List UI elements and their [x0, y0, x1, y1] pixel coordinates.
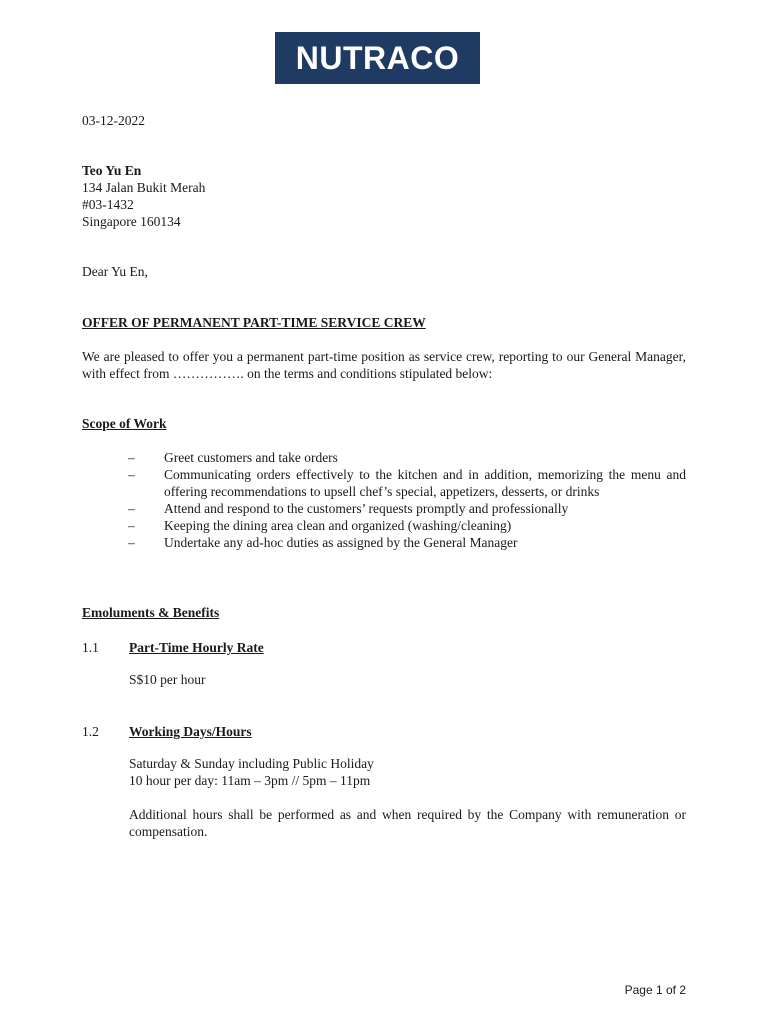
benefits-heading: Emoluments & Benefits — [82, 605, 220, 620]
scope-list — [128, 449, 686, 551]
recipient-name: Teo Yu En — [82, 163, 142, 178]
scope-item-text: Keeping the dining area clean and organized (washing/cleaning) — [164, 518, 512, 533]
dash-bullet: – — [128, 535, 135, 550]
salutation: Dear Yu En, — [82, 264, 148, 279]
scope-item-text: Communicating orders effectively to the kitchen and in addition, memorizing the menu and offering recommendations to upsell chef’s special, appetizers, desserts, or drinks — [164, 467, 686, 499]
intro-paragraph: We are pleased to offer you a permanent part-time position as service crew, reporting to our General Manager, with effect from ……………. on the terms and conditions stipulated below: — [82, 349, 686, 381]
scope-heading: Scope of Work — [82, 416, 167, 431]
dash-bullet: – — [128, 501, 135, 516]
dash-bullet: – — [128, 518, 135, 533]
subject-heading: OFFER OF PERMANENT PART-TIME SERVICE CREW — [82, 315, 426, 330]
dash-bullet: – — [128, 467, 135, 482]
page-number: Page 1 of 2 — [624, 983, 686, 997]
scope-item-text: Attend and respond to the customers’ requests promptly and professionally — [164, 501, 569, 516]
dash-bullet: – — [128, 450, 135, 465]
hourly-rate-heading: Part-Time Hourly Rate — [129, 640, 264, 655]
recipient-address-line2: #03-1432 — [82, 197, 134, 212]
scope-item-text: Undertake any ad-hoc duties as assigned by the General Manager — [164, 535, 518, 550]
company-logo: NUTRACO — [275, 32, 480, 84]
scope-item — [128, 466, 686, 500]
scope-item-text: Greet customers and take orders — [164, 450, 338, 465]
hourly-rate-value: S$10 per hour — [129, 672, 206, 687]
scope-item — [128, 534, 686, 551]
scope-item — [128, 500, 686, 517]
scope-item — [128, 517, 686, 534]
scope-item — [128, 449, 686, 466]
working-hours-heading: Working Days/Hours — [129, 724, 252, 739]
recipient-address-line3: Singapore 160134 — [82, 214, 181, 229]
additional-hours-paragraph: Additional hours shall be performed as and when required by the Company with remuneration or compensation. — [129, 807, 686, 839]
section-number: 1.2 — [82, 724, 99, 739]
section-number: 1.1 — [82, 640, 99, 655]
letter-date: 03-12-2022 — [82, 113, 145, 128]
recipient-block — [82, 162, 205, 230]
working-hours: 10 hour per day: 11am – 3pm // 5pm – 11pm — [129, 773, 371, 788]
recipient-address-line1: 134 Jalan Bukit Merah — [82, 180, 206, 195]
working-days: Saturday & Sunday including Public Holiday — [129, 756, 374, 771]
